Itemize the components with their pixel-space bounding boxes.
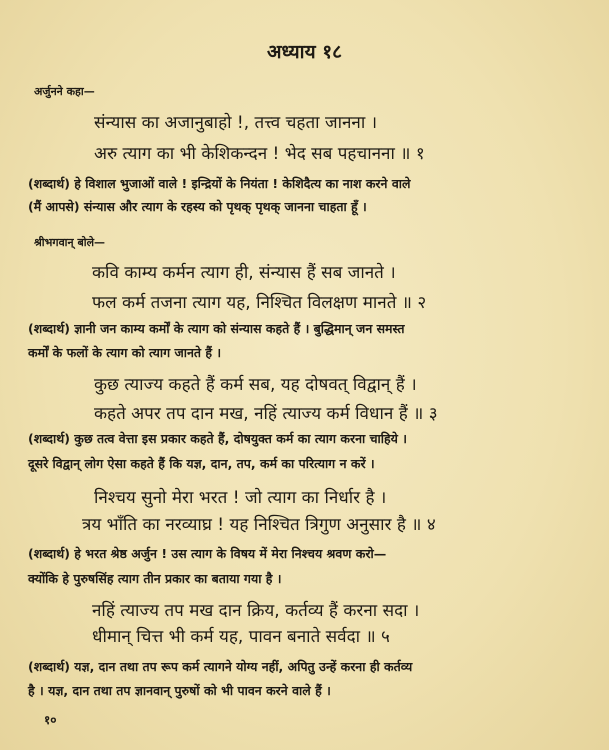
meaning-2-line-2: कर्मों के फलों के त्याग को त्याग जानते हैं । xyxy=(28,345,222,360)
page-number: १० xyxy=(44,713,57,727)
meaning-1-line-1: (शब्दार्थ) हे विशाल भुजाओं वाले ! इन्द्रियों के नियंता ! केशिदैत्य का नाश करने वाले xyxy=(28,176,411,191)
meaning-4-line-1: (शब्दार्थ) हे भरत श्रेष्ठ अर्जुन ! उस त्याग के विषय में मेरा निश्चय श्रवण करो— xyxy=(28,546,387,561)
verse-2-line-1: कवि काम्य कर्मन त्याग ही, संन्यास हैं सब जानते । xyxy=(92,263,396,283)
verse-4-line-2: त्रय भाँति का नरव्याघ्र ! यह निश्चित त्रिगुण अनुसार है ॥ ४ xyxy=(82,515,436,535)
meaning-5-line-2: है । यज्ञ, दान तथा तप ज्ञानवान् पुरुषों को भी पावन करने वाले हैं । xyxy=(28,683,331,698)
verse-5-line-1: नहिं त्याज्य तप मख दान क्रिय, कर्तव्य हैं करना सदा । xyxy=(92,601,420,621)
meaning-4-line-2: क्योंकि हे पुरुषसिंह त्याग तीन प्रकार का बताया गया है । xyxy=(28,571,282,586)
meaning-5-line-1: (शब्दार्थ) यज्ञ, दान तथा तप रूप कर्म त्यागने योग्य नहीं, अपितु उन्हें करना ही कर्तव्य xyxy=(28,659,413,674)
verse-3-line-2: कहते अपर तप दान मख, नहिं त्याज्य कर्म विधान हैं ॥ ३ xyxy=(94,404,438,424)
speaker-arjuna: अर्जुनने कहा— xyxy=(34,85,95,98)
speaker-krishna: श्रीभगवान् बोले— xyxy=(34,236,106,249)
verse-2-line-2: फल कर्म तजना त्याग यह, निश्चित विलक्षण मानते ॥ २ xyxy=(92,293,427,313)
verse-1-line-1: संन्यास का अजानुबाहो !, तत्त्व चहता जानना । xyxy=(94,113,378,133)
verse-5-line-2: धीमान् चित्त भी कर्म यह, पावन बनाते सर्वदा ॥ ५ xyxy=(92,627,390,647)
meaning-2-line-1: (शब्दार्थ) ज्ञानी जन काम्य कर्मों के त्याग को संन्यास कहते हैं । बुद्धिमान् जन समस्त xyxy=(28,321,405,336)
meaning-1-line-2: (मैं आपसे) संन्यास और त्याग के रहस्य को पृथक् पृथक् जानना चाहता हूँ । xyxy=(28,199,367,214)
verse-4-line-1: निश्चय सुनो मेरा भरत ! जो त्याग का निर्धार है । xyxy=(94,488,387,508)
meaning-3-line-1: (शब्दार्थ) कुछ तत्व वेत्ता इस प्रकार कहते हैं, दोषयुक्त कर्म का त्याग करना चाहिये । xyxy=(28,431,408,446)
verse-1-line-2: अरु त्याग का भी केशिकन्दन ! भेद सब पहचानना ॥ १ xyxy=(94,144,425,164)
verse-3-line-1: कुछ त्याज्य कहते हैं कर्म सब, यह दोषवत् विद्वान् हैं । xyxy=(94,375,417,395)
chapter-heading: अध्याय १८ xyxy=(267,41,342,63)
meaning-3-line-2: दूसरे विद्वान् लोग ऐसा कहते हैं कि यज्ञ, दान, तप, कर्म का परित्याग न करें । xyxy=(28,456,375,471)
